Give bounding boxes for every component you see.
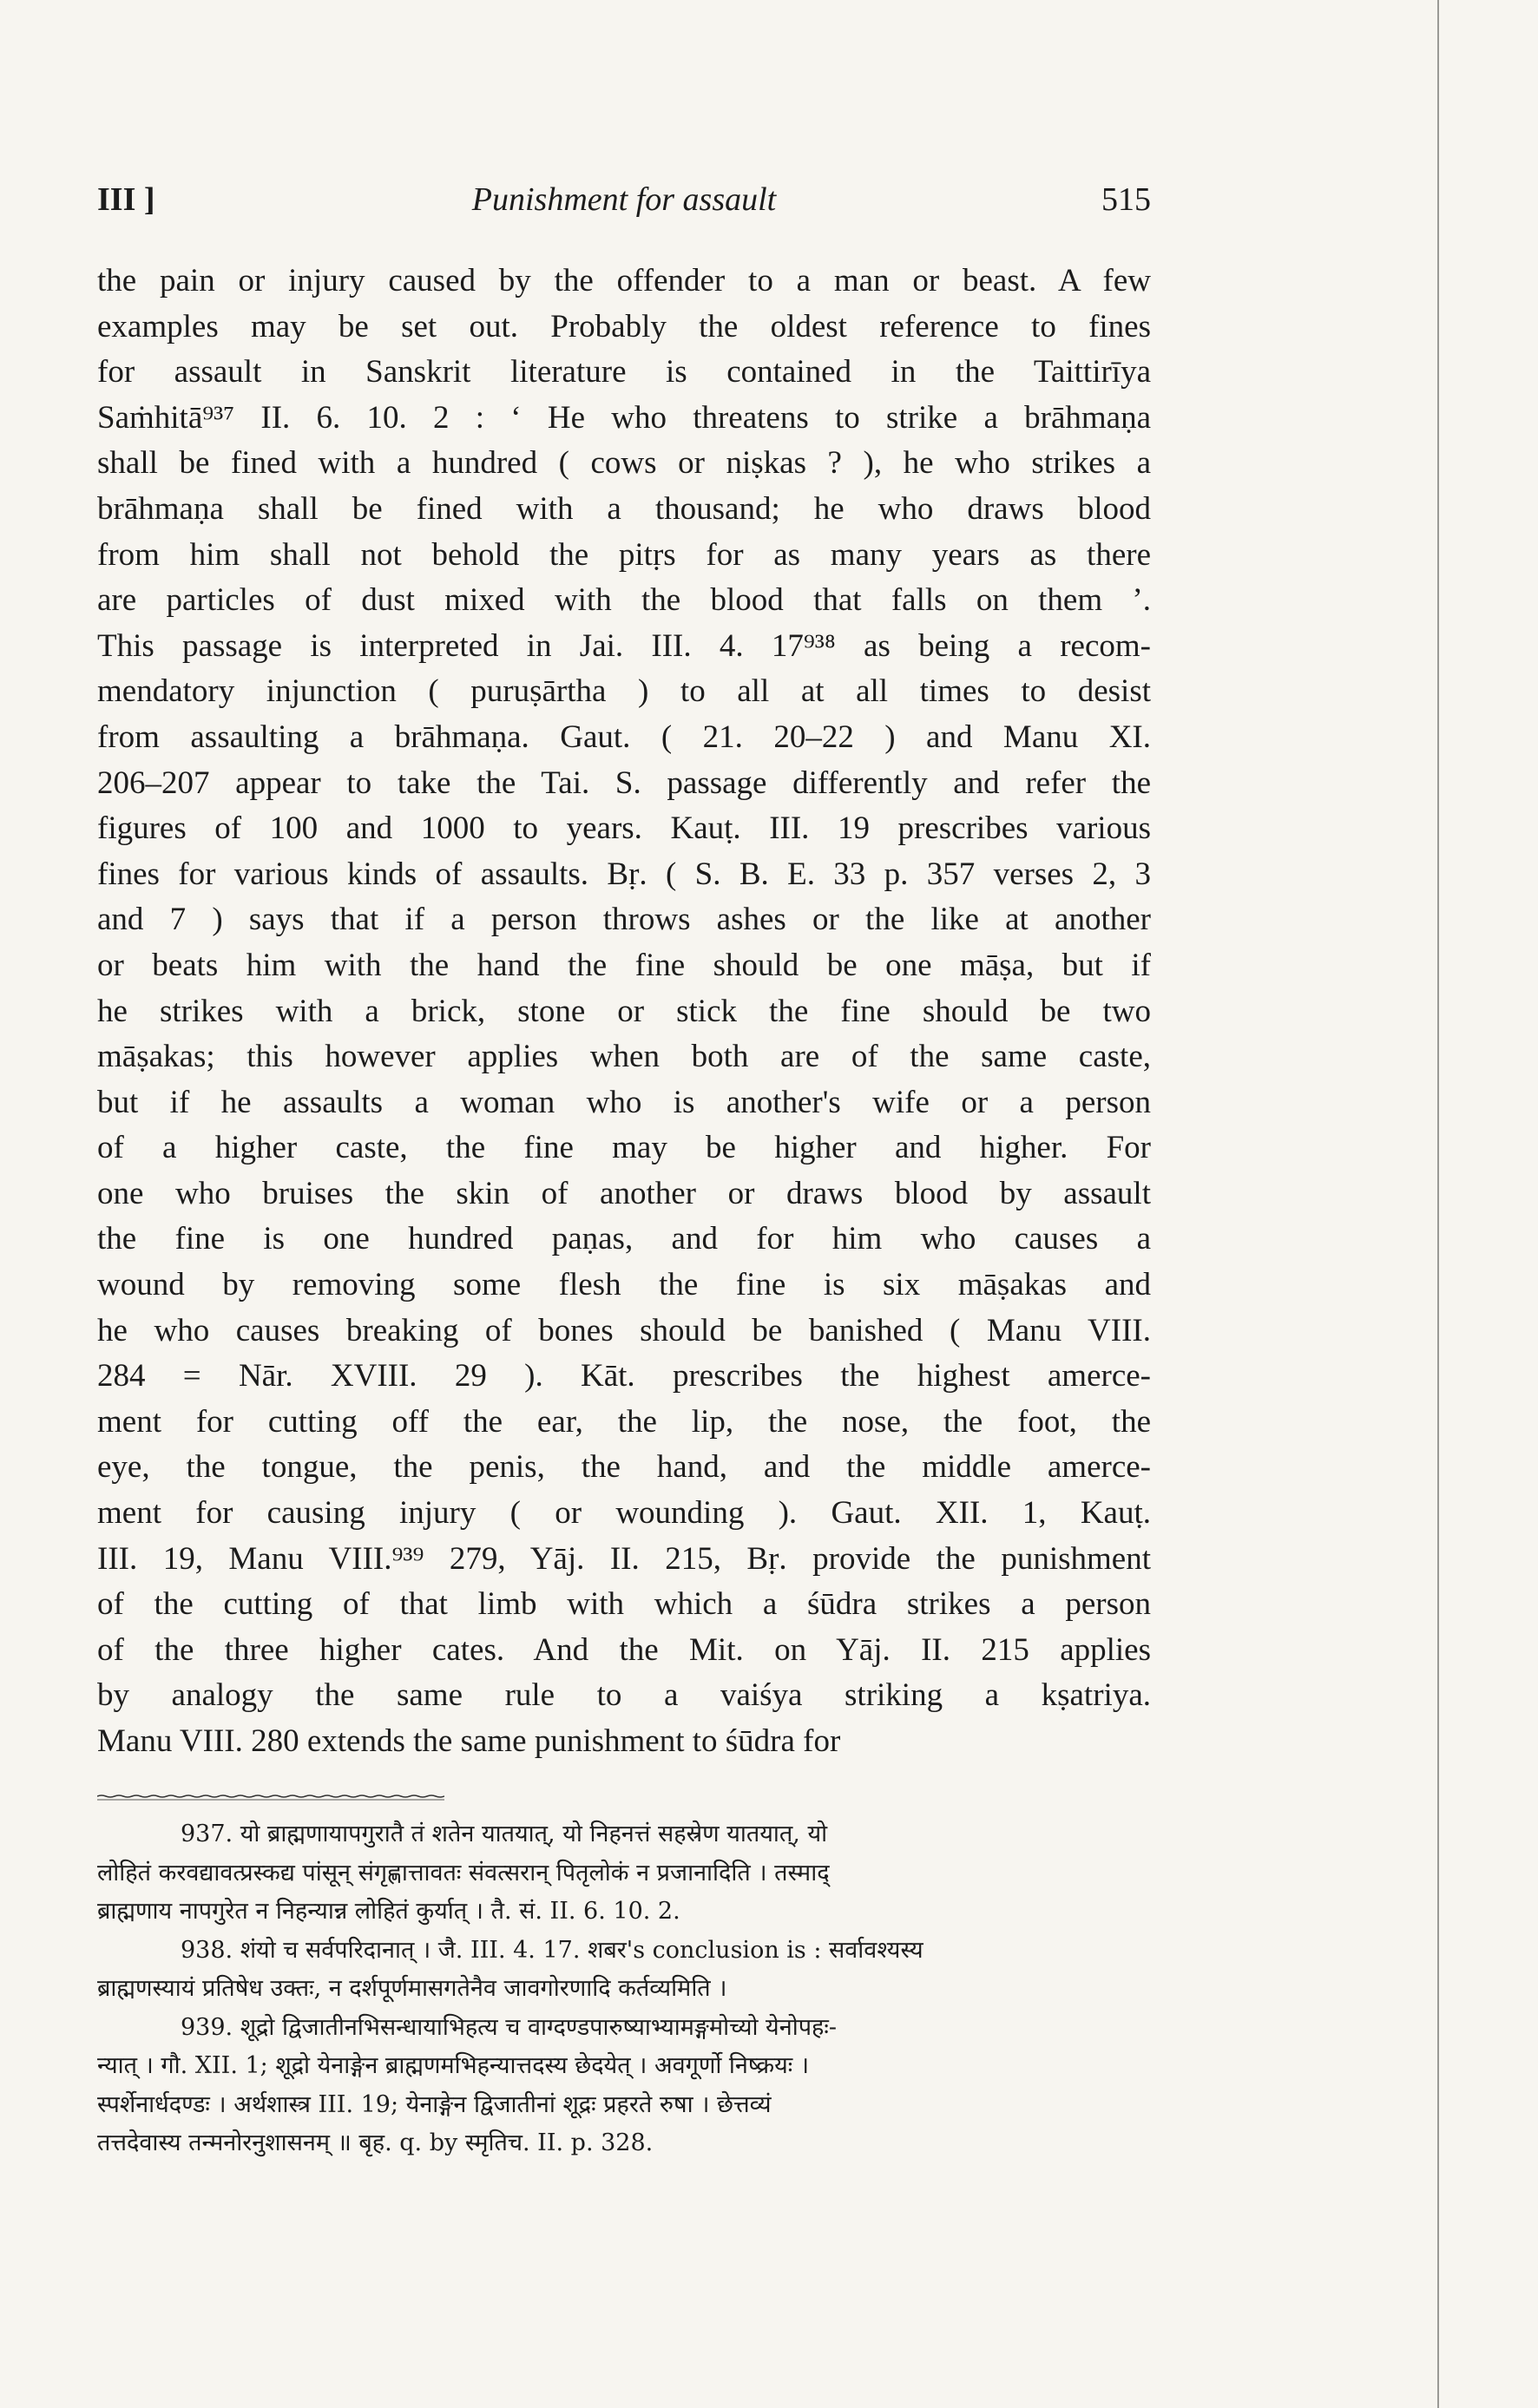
text-line: he strikes with a brick, stone or stick the fine should be two	[97, 993, 1151, 1029]
text-line: 206–207 appear to take the Tai. S. passage differently and refer the	[97, 764, 1151, 801]
text-line: māṣakas; this however applies when both are of the same caste,	[97, 1039, 1151, 1075]
text-line: examples may be set out. Probably the oldest reference to fines	[97, 308, 1151, 344]
main-text	[97, 259, 1151, 1765]
running-title: Punishment for assault	[471, 181, 777, 218]
text-line: mendatory injunction ( puruṣārtha ) to all at all times to desist	[97, 673, 1151, 710]
text-line: III. 19, Manu VIII.⁹³⁹ 279, Yāj. II. 215, Bṛ. provide the punishment	[97, 1540, 1151, 1577]
text-line: 284 = Nār. XVIII. 29 ). Kāt. prescribes the highest amerce-	[97, 1358, 1151, 1394]
text-line: brāhmaṇa shall be fined with a thousand; he who draws blood	[97, 490, 1151, 527]
footnote-line: स्पर्शेनार्धदण्डः । अर्थशास्त्र III. 19; येनाङ्गेन द्विजातीनां शूद्रः प्रहरते रुषा । छेत्तव्यं	[97, 2090, 772, 2118]
text-line: of a higher caste, the fine may be higher and higher. For	[97, 1130, 1151, 1166]
text-line: This passage is interpreted in Jai. III. 4. 17⁹³⁸ as being a recom-	[97, 627, 1151, 664]
text-line: for assault in Sanskrit literature is contained in the Taittirīya	[97, 354, 1151, 390]
text-line: from him shall not behold the pitṛs for as many years as there	[97, 536, 1151, 573]
text-line: shall be fined with a hundred ( cows or niṣkas ? ), he who strikes a	[97, 445, 1151, 482]
text-line: he who causes breaking of bones should be banished ( Manu VIII.	[97, 1312, 1151, 1348]
footnote-line: न्यात् । गौ. XII. 1; शूद्रो येनाङ्गेन ब्राह्मणमभिहन्यात्तदस्य छेदयेत् । अवगूर्णो निष्क्रयः ।	[97, 2052, 810, 2079]
page-edge-line	[1437, 0, 1439, 2408]
text-line: but if he assaults a woman who is another's wife or a person	[97, 1084, 1151, 1120]
text-line: Saṁhitā⁹³⁷ II. 6. 10. 2 : ‘ He who threatens to strike a brāhmaṇa	[97, 399, 1151, 436]
footnote-line: 938. शंयो च सर्वपरिदानात् । जै. III. 4. 17. शबर's conclusion is : सर्वावश्यस्य	[181, 1936, 923, 1964]
text-line: of the cutting of that limb with which a śūdra strikes a person	[97, 1586, 1151, 1623]
running-header	[97, 180, 1151, 233]
text-line: Manu VIII. 280 extends the same punishment to śūdra for	[97, 1723, 841, 1759]
footnote-line: ब्राह्मणाय नापगुरेत न निहन्यान्न लोहितं कुर्यात् । तै. सं. II. 6. 10. 2.	[97, 1898, 680, 1925]
page-number: 515	[1101, 181, 1151, 218]
text-line: eye, the tongue, the penis, the hand, and the middle amerce-	[97, 1449, 1151, 1486]
text-line: figures of 100 and 1000 to years. Kauṭ. III. 19 prescribes various	[97, 810, 1151, 847]
text-line: or beats him with the hand the fine should be one māṣa, but if	[97, 947, 1151, 983]
text-line: by analogy the same rule to a vaiśya striking a kṣatriya.	[97, 1677, 1151, 1714]
footnote-line: ब्राह्मणस्यायं प्रतिषेध उक्तः, न दर्शपूर्णमासगतेनैव जावगोरणादि कर्तव्यमिति ।	[97, 1975, 727, 2002]
text-line: one who bruises the skin of another or draws blood by assault	[97, 1175, 1151, 1211]
text-line: and 7 ) says that if a person throws ashes or the like at another	[97, 902, 1151, 938]
text-line: wound by removing some flesh the fine is six māṣakas and	[97, 1267, 1151, 1303]
text-line: are particles of dust mixed with the blood that falls on them ’.	[97, 582, 1151, 619]
text-line: the fine is one hundred paṇas, and for him who causes a	[97, 1221, 1151, 1257]
text-line: of the three higher cates. And the Mit. on Yāj. II. 215 applies	[97, 1631, 1151, 1668]
text-line: from assaulting a brāhmaṇa. Gaut. ( 21. 20–22 ) and Manu XI.	[97, 718, 1151, 755]
footnote-line: 937. यो ब्राह्मणायापगुरातै तं शतेन यातयात्, यो निहनत्तं सहस्रेण यातयात्, यो	[181, 1821, 828, 1847]
footnote-line: 939. शूद्रो द्विजातीनभिसन्धायाभिहत्य च वाग्दण्डपारुष्याभ्यामङ्गमोच्यो येनोपहः-	[181, 2013, 837, 2041]
chapter-marker: III ]	[97, 181, 155, 218]
footnotes	[97, 1815, 1151, 2163]
text-line: fines for various kinds of assaults. Bṛ. ( S. B. E. 33 p. 357 verses 2, 3	[97, 856, 1151, 892]
footnote-line: लोहितं करवद्यावत्प्रस्कद्य पांसून् संगृह्णात्तावतः संवत्सरान् पितृलोकं न प्रजानादिति । तस्माद्	[97, 1859, 830, 1886]
text-line: ment for cutting off the ear, the lip, the nose, the foot, the	[97, 1403, 1151, 1440]
text-line: ment for causing injury ( or wounding ). Gaut. XII. 1, Kauṭ.	[97, 1495, 1151, 1532]
footnote-line: तत्तदेवास्य तन्मनोरनुशासनम् ॥ बृह. q. by स्मृतिच. II. p. 328.	[97, 2129, 654, 2156]
footnote-rule	[97, 1795, 444, 1801]
text-line: the pain or injury caused by the offender to a man or beast. A few	[97, 263, 1151, 299]
